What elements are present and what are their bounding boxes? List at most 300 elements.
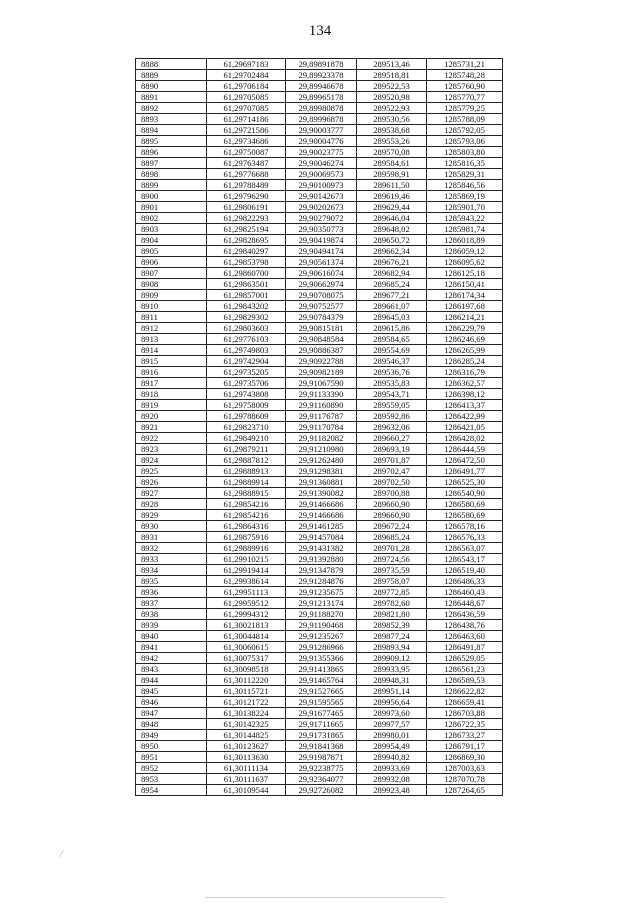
- y-coordinate-cell: 1286197,68: [427, 301, 503, 312]
- y-coordinate-cell: 1285846,56: [427, 180, 503, 191]
- longitude-cell: 29,91133390: [286, 389, 357, 400]
- x-coordinate-cell: 289661,07: [357, 301, 427, 312]
- y-coordinate-cell: 1286733,27: [427, 730, 503, 741]
- longitude-cell: 29,90494174: [286, 246, 357, 257]
- point-number-cell: 8930: [136, 521, 207, 532]
- longitude-cell: 29,90848584: [286, 334, 357, 345]
- y-coordinate-cell: 1286428,02: [427, 433, 503, 444]
- table-row: [136, 202, 503, 213]
- point-number-cell: 8949: [136, 730, 207, 741]
- latitude-cell: 61,29721586: [207, 125, 286, 136]
- latitude-cell: 61,29951113: [207, 587, 286, 598]
- x-coordinate-cell: 289522,93: [357, 103, 427, 114]
- longitude-cell: 29,91711665: [286, 719, 357, 730]
- table-row: [136, 565, 503, 576]
- longitude-cell: 29,90419874: [286, 235, 357, 246]
- latitude-cell: 61,30121722: [207, 697, 286, 708]
- table-row: [136, 235, 503, 246]
- x-coordinate-cell: 289559,05: [357, 400, 427, 411]
- point-number-cell: 8925: [136, 466, 207, 477]
- point-number-cell: 8890: [136, 81, 207, 92]
- table-row: [136, 785, 503, 796]
- latitude-cell: 61,29888913: [207, 466, 286, 477]
- x-coordinate-cell: 289877,24: [357, 631, 427, 642]
- point-number-cell: 8918: [136, 389, 207, 400]
- page-number: 134: [308, 23, 332, 39]
- longitude-cell: 29,91213174: [286, 598, 357, 609]
- y-coordinate-cell: 1286398,12: [427, 389, 503, 400]
- table-row: [136, 697, 503, 708]
- x-coordinate-cell: 289530,56: [357, 114, 427, 125]
- latitude-cell: 61,30098518: [207, 664, 286, 675]
- latitude-cell: 61,29776688: [207, 169, 286, 180]
- table-row: [136, 499, 503, 510]
- y-coordinate-cell: 1286125,18: [427, 268, 503, 279]
- y-coordinate-cell: 1285792,05: [427, 125, 503, 136]
- longitude-cell: 29,89996878: [286, 114, 357, 125]
- point-number-cell: 8947: [136, 708, 207, 719]
- x-coordinate-cell: 289956,64: [357, 697, 427, 708]
- table-row: [136, 686, 503, 697]
- longitude-cell: 29,91466686: [286, 510, 357, 521]
- x-coordinate-cell: 289538,68: [357, 125, 427, 136]
- table-row: [136, 356, 503, 367]
- y-coordinate-cell: 1286095,62: [427, 257, 503, 268]
- y-coordinate-cell: 1286285,24: [427, 356, 503, 367]
- y-coordinate-cell: 1286422,99: [427, 411, 503, 422]
- point-number-cell: 8952: [136, 763, 207, 774]
- x-coordinate-cell: 289693,19: [357, 444, 427, 455]
- table-row: [136, 81, 503, 92]
- x-coordinate-cell: 289735,59: [357, 565, 427, 576]
- table-row: [136, 136, 503, 147]
- table-row: [136, 477, 503, 488]
- y-coordinate-cell: 1286229,79: [427, 323, 503, 334]
- x-coordinate-cell: 289660,90: [357, 499, 427, 510]
- latitude-cell: 61,29887812: [207, 455, 286, 466]
- x-coordinate-cell: 289513,46: [357, 59, 427, 70]
- longitude-cell: 29,91731865: [286, 730, 357, 741]
- longitude-cell: 29,91284876: [286, 576, 357, 587]
- y-coordinate-cell: 1286576,33: [427, 532, 503, 543]
- x-coordinate-cell: 289821,80: [357, 609, 427, 620]
- y-coordinate-cell: 1286529,05: [427, 653, 503, 664]
- latitude-cell: 61,29889916: [207, 543, 286, 554]
- point-number-cell: 8936: [136, 587, 207, 598]
- table-row: [136, 598, 503, 609]
- latitude-cell: 61,29879211: [207, 444, 286, 455]
- longitude-cell: 29,91466686: [286, 499, 357, 510]
- latitude-cell: 61,29706184: [207, 81, 286, 92]
- y-coordinate-cell: 1285981,74: [427, 224, 503, 235]
- y-coordinate-cell: 1285816,35: [427, 158, 503, 169]
- table-row: [136, 70, 503, 81]
- y-coordinate-cell: 1286472,50: [427, 455, 503, 466]
- table-row: [136, 466, 503, 477]
- point-number-cell: 8920: [136, 411, 207, 422]
- table-row: [136, 378, 503, 389]
- y-coordinate-cell: 1286362,57: [427, 378, 503, 389]
- table-row: [136, 653, 503, 664]
- table-row: [136, 587, 503, 598]
- point-number-cell: 8917: [136, 378, 207, 389]
- table-row: [136, 741, 503, 752]
- x-coordinate-cell: 289980,01: [357, 730, 427, 741]
- y-coordinate-cell: 1286580,69: [427, 510, 503, 521]
- x-coordinate-cell: 289923,48: [357, 785, 427, 796]
- longitude-cell: 29,91987871: [286, 752, 357, 763]
- x-coordinate-cell: 289782,60: [357, 598, 427, 609]
- x-coordinate-cell: 289592,86: [357, 411, 427, 422]
- latitude-cell: 61,29750087: [207, 147, 286, 158]
- x-coordinate-cell: 289933,69: [357, 763, 427, 774]
- longitude-cell: 29,91355366: [286, 653, 357, 664]
- table-row: [136, 554, 503, 565]
- x-coordinate-cell: 289702,50: [357, 477, 427, 488]
- x-coordinate-cell: 289948,31: [357, 675, 427, 686]
- x-coordinate-cell: 289615,86: [357, 323, 427, 334]
- point-number-cell: 8935: [136, 576, 207, 587]
- x-coordinate-cell: 289650,72: [357, 235, 427, 246]
- latitude-cell: 61,30044814: [207, 631, 286, 642]
- latitude-cell: 61,29857001: [207, 290, 286, 301]
- longitude-cell: 29,91595565: [286, 697, 357, 708]
- table-row: [136, 59, 503, 70]
- y-coordinate-cell: 1286413,37: [427, 400, 503, 411]
- longitude-cell: 29,91188270: [286, 609, 357, 620]
- y-coordinate-cell: 1285748,28: [427, 70, 503, 81]
- point-number-cell: 8894: [136, 125, 207, 136]
- latitude-cell: 61,29854216: [207, 499, 286, 510]
- table-row: [136, 576, 503, 587]
- longitude-cell: 29,90922788: [286, 356, 357, 367]
- point-number-cell: 8901: [136, 202, 207, 213]
- table-row: [136, 455, 503, 466]
- table-row: [136, 400, 503, 411]
- longitude-cell: 29,90023775: [286, 147, 357, 158]
- y-coordinate-cell: 1286448,67: [427, 598, 503, 609]
- table-row: [136, 763, 503, 774]
- table-row: [136, 334, 503, 345]
- point-number-cell: 8900: [136, 191, 207, 202]
- y-coordinate-cell: 1286463,60: [427, 631, 503, 642]
- table-row: [136, 246, 503, 257]
- y-coordinate-cell: 1286578,16: [427, 521, 503, 532]
- latitude-cell: 61,29854216: [207, 510, 286, 521]
- point-number-cell: 8909: [136, 290, 207, 301]
- x-coordinate-cell: 289701,87: [357, 455, 427, 466]
- longitude-cell: 29,91190468: [286, 620, 357, 631]
- longitude-cell: 29,91210980: [286, 444, 357, 455]
- y-coordinate-cell: 1286703,88: [427, 708, 503, 719]
- table-row: [136, 444, 503, 455]
- longitude-cell: 29,91235267: [286, 631, 357, 642]
- longitude-cell: 29,90279072: [286, 213, 357, 224]
- x-coordinate-cell: 289701,28: [357, 543, 427, 554]
- longitude-cell: 29,90982189: [286, 367, 357, 378]
- x-coordinate-cell: 289536,76: [357, 367, 427, 378]
- table-row: [136, 147, 503, 158]
- longitude-cell: 29,90046274: [286, 158, 357, 169]
- latitude-cell: 61,29702484: [207, 70, 286, 81]
- latitude-cell: 61,29788489: [207, 180, 286, 191]
- y-coordinate-cell: 1285779,25: [427, 103, 503, 114]
- table-row: [136, 521, 503, 532]
- x-coordinate-cell: 289893,94: [357, 642, 427, 653]
- y-coordinate-cell: 1286491,87: [427, 642, 503, 653]
- table-row: [136, 114, 503, 125]
- point-number-cell: 8927: [136, 488, 207, 499]
- x-coordinate-cell: 289570,08: [357, 147, 427, 158]
- latitude-cell: 61,29705085: [207, 92, 286, 103]
- y-coordinate-cell: 1285803,80: [427, 147, 503, 158]
- point-number-cell: 8951: [136, 752, 207, 763]
- table-row: [136, 367, 503, 378]
- table-row: [136, 609, 503, 620]
- longitude-cell: 29,89946678: [286, 81, 357, 92]
- y-coordinate-cell: 1285760,90: [427, 81, 503, 92]
- table-row: [136, 642, 503, 653]
- point-number-cell: 8905: [136, 246, 207, 257]
- point-number-cell: 8938: [136, 609, 207, 620]
- latitude-cell: 61,29875916: [207, 532, 286, 543]
- latitude-cell: 61,29829302: [207, 312, 286, 323]
- table-row: [136, 719, 503, 730]
- latitude-cell: 61,30060615: [207, 642, 286, 653]
- longitude-cell: 29,92726082: [286, 785, 357, 796]
- y-coordinate-cell: 1287264,65: [427, 785, 503, 796]
- table-row: [136, 774, 503, 785]
- y-coordinate-cell: 1286622,82: [427, 686, 503, 697]
- point-number-cell: 8939: [136, 620, 207, 631]
- y-coordinate-cell: 1286580,69: [427, 499, 503, 510]
- point-number-cell: 8913: [136, 334, 207, 345]
- y-coordinate-cell: 1286543,17: [427, 554, 503, 565]
- y-coordinate-cell: 1286589,53: [427, 675, 503, 686]
- latitude-cell: 61,29734686: [207, 136, 286, 147]
- x-coordinate-cell: 289520,98: [357, 92, 427, 103]
- latitude-cell: 61,30111134: [207, 763, 286, 774]
- latitude-cell: 61,30144825: [207, 730, 286, 741]
- longitude-cell: 29,90784379: [286, 312, 357, 323]
- x-coordinate-cell: 289672,24: [357, 521, 427, 532]
- longitude-cell: 29,90752577: [286, 301, 357, 312]
- latitude-cell: 61,30142325: [207, 719, 286, 730]
- x-coordinate-cell: 289598,91: [357, 169, 427, 180]
- x-coordinate-cell: 289933,95: [357, 664, 427, 675]
- y-coordinate-cell: 1286519,40: [427, 565, 503, 576]
- latitude-cell: 61,29860700: [207, 268, 286, 279]
- longitude-cell: 29,90069573: [286, 169, 357, 180]
- longitude-cell: 29,90003777: [286, 125, 357, 136]
- x-coordinate-cell: 289660,90: [357, 510, 427, 521]
- point-number-cell: 8916: [136, 367, 207, 378]
- longitude-cell: 29,89965178: [286, 92, 357, 103]
- latitude-cell: 61,29776103: [207, 334, 286, 345]
- longitude-cell: 29,91286966: [286, 642, 357, 653]
- table-row: [136, 290, 503, 301]
- table-row: [136, 92, 503, 103]
- point-number-cell: 8921: [136, 422, 207, 433]
- longitude-cell: 29,91431382: [286, 543, 357, 554]
- latitude-cell: 61,29959512: [207, 598, 286, 609]
- x-coordinate-cell: 289619,46: [357, 191, 427, 202]
- point-number-cell: 8954: [136, 785, 207, 796]
- x-coordinate-cell: 289685,24: [357, 279, 427, 290]
- point-number-cell: 8940: [136, 631, 207, 642]
- longitude-cell: 29,91347879: [286, 565, 357, 576]
- longitude-cell: 29,91160890: [286, 400, 357, 411]
- latitude-cell: 61,29919414: [207, 565, 286, 576]
- latitude-cell: 61,29825194: [207, 224, 286, 235]
- longitude-cell: 29,90886387: [286, 345, 357, 356]
- latitude-cell: 61,29863501: [207, 279, 286, 290]
- y-coordinate-cell: 1285829,31: [427, 169, 503, 180]
- table-row: [136, 620, 503, 631]
- y-coordinate-cell: 1286214,21: [427, 312, 503, 323]
- table-row: [136, 279, 503, 290]
- point-number-cell: 8898: [136, 169, 207, 180]
- y-coordinate-cell: 1286722,35: [427, 719, 503, 730]
- longitude-cell: 29,91461285: [286, 521, 357, 532]
- latitude-cell: 61,30111637: [207, 774, 286, 785]
- longitude-cell: 29,89891878: [286, 59, 357, 70]
- y-coordinate-cell: 1286150,41: [427, 279, 503, 290]
- longitude-cell: 29,91527665: [286, 686, 357, 697]
- latitude-cell: 61,29697183: [207, 59, 286, 70]
- point-number-cell: 8915: [136, 356, 207, 367]
- point-number-cell: 8892: [136, 103, 207, 114]
- latitude-cell: 61,30113630: [207, 752, 286, 763]
- table-row: [136, 389, 503, 400]
- longitude-cell: 29,90350773: [286, 224, 357, 235]
- latitude-cell: 61,29864316: [207, 521, 286, 532]
- x-coordinate-cell: 289954,49: [357, 741, 427, 752]
- table-row: [136, 708, 503, 719]
- latitude-cell: 61,30021813: [207, 620, 286, 631]
- table-row: [136, 312, 503, 323]
- longitude-cell: 29,90616074: [286, 268, 357, 279]
- x-coordinate-cell: 289677,21: [357, 290, 427, 301]
- y-coordinate-cell: 1286246,69: [427, 334, 503, 345]
- x-coordinate-cell: 289662,34: [357, 246, 427, 257]
- point-number-cell: 8941: [136, 642, 207, 653]
- table-row: [136, 433, 503, 444]
- latitude-cell: 61,29853798: [207, 257, 286, 268]
- footer-rule: [205, 897, 445, 898]
- y-coordinate-cell: 1285793,06: [427, 136, 503, 147]
- latitude-cell: 61,29758009: [207, 400, 286, 411]
- longitude-cell: 29,91413865: [286, 664, 357, 675]
- x-coordinate-cell: 289940,82: [357, 752, 427, 763]
- table-row: [136, 730, 503, 741]
- table-row: [136, 675, 503, 686]
- latitude-cell: 61,29994312: [207, 609, 286, 620]
- latitude-cell: 61,29763487: [207, 158, 286, 169]
- point-number-cell: 8931: [136, 532, 207, 543]
- point-number-cell: 8950: [136, 741, 207, 752]
- point-number-cell: 8903: [136, 224, 207, 235]
- longitude-cell: 29,91067590: [286, 378, 357, 389]
- point-number-cell: 8948: [136, 719, 207, 730]
- point-number-cell: 8922: [136, 433, 207, 444]
- longitude-cell: 29,91677465: [286, 708, 357, 719]
- x-coordinate-cell: 289660,27: [357, 433, 427, 444]
- table-row: [136, 103, 503, 114]
- latitude-cell: 61,29749803: [207, 345, 286, 356]
- latitude-cell: 61,29822293: [207, 213, 286, 224]
- x-coordinate-cell: 289977,57: [357, 719, 427, 730]
- y-coordinate-cell: 1286174,34: [427, 290, 503, 301]
- point-number-cell: 8911: [136, 312, 207, 323]
- y-coordinate-cell: 1285901,70: [427, 202, 503, 213]
- longitude-cell: 29,91457084: [286, 532, 357, 543]
- y-coordinate-cell: 1285869,19: [427, 191, 503, 202]
- point-number-cell: 8937: [136, 598, 207, 609]
- y-coordinate-cell: 1286265,99: [427, 345, 503, 356]
- latitude-cell: 61,29735706: [207, 378, 286, 389]
- point-number-cell: 8896: [136, 147, 207, 158]
- y-coordinate-cell: 1286438,76: [427, 620, 503, 631]
- x-coordinate-cell: 289700,88: [357, 488, 427, 499]
- longitude-cell: 29,91465764: [286, 675, 357, 686]
- point-number-cell: 8919: [136, 400, 207, 411]
- x-coordinate-cell: 289932,08: [357, 774, 427, 785]
- x-coordinate-cell: 289543,71: [357, 389, 427, 400]
- x-coordinate-cell: 289546,37: [357, 356, 427, 367]
- x-coordinate-cell: 289554,69: [357, 345, 427, 356]
- longitude-cell: 29,90004776: [286, 136, 357, 147]
- latitude-cell: 61,29806191: [207, 202, 286, 213]
- table-row: [136, 532, 503, 543]
- x-coordinate-cell: 289584,65: [357, 334, 427, 345]
- longitude-cell: 29,90202673: [286, 202, 357, 213]
- y-coordinate-cell: 1286561,23: [427, 664, 503, 675]
- longitude-cell: 29,90561374: [286, 257, 357, 268]
- latitude-cell: 61,29788609: [207, 411, 286, 422]
- latitude-cell: 61,29840297: [207, 246, 286, 257]
- coordinates-table-body: [136, 59, 503, 796]
- point-number-cell: 8891: [136, 92, 207, 103]
- point-number-cell: 8904: [136, 235, 207, 246]
- y-coordinate-cell: 1286486,33: [427, 576, 503, 587]
- x-coordinate-cell: 289535,83: [357, 378, 427, 389]
- x-coordinate-cell: 289724,56: [357, 554, 427, 565]
- table-row: [136, 488, 503, 499]
- point-number-cell: 8953: [136, 774, 207, 785]
- point-number-cell: 8910: [136, 301, 207, 312]
- latitude-cell: 61,29828695: [207, 235, 286, 246]
- y-coordinate-cell: 1285770,77: [427, 92, 503, 103]
- longitude-cell: 29,91182082: [286, 433, 357, 444]
- margin-scribble: [59, 850, 71, 862]
- x-coordinate-cell: 289584,61: [357, 158, 427, 169]
- x-coordinate-cell: 289646,04: [357, 213, 427, 224]
- y-coordinate-cell: 1285731,21: [427, 59, 503, 70]
- point-number-cell: 8944: [136, 675, 207, 686]
- y-coordinate-cell: 1286460,43: [427, 587, 503, 598]
- y-coordinate-cell: 1286421,05: [427, 422, 503, 433]
- point-number-cell: 8926: [136, 477, 207, 488]
- longitude-cell: 29,92364077: [286, 774, 357, 785]
- point-number-cell: 8946: [136, 697, 207, 708]
- latitude-cell: 61,29796290: [207, 191, 286, 202]
- y-coordinate-cell: 1286018,89: [427, 235, 503, 246]
- longitude-cell: 29,91360881: [286, 477, 357, 488]
- x-coordinate-cell: 289611,50: [357, 180, 427, 191]
- point-number-cell: 8942: [136, 653, 207, 664]
- table-row: [136, 169, 503, 180]
